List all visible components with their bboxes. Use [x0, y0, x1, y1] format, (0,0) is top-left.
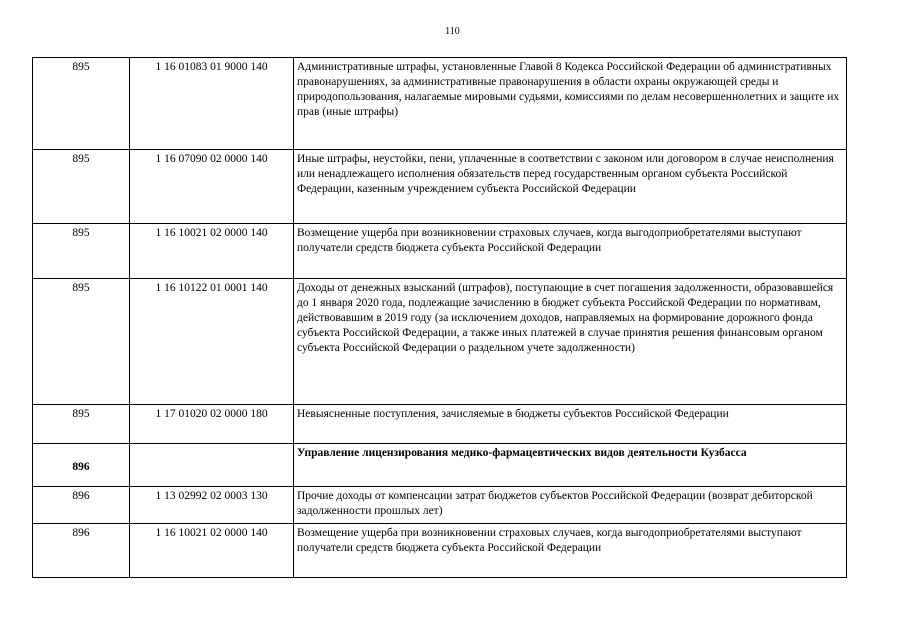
administrator-code-cell: 895 — [33, 150, 130, 224]
revenue-description-cell: Прочие доходы от компенсации затрат бюджетов субъектов Российской Федерации (возврат дебиторской задолженности прошлых лет) — [294, 487, 847, 524]
administrator-code-cell: 896 — [33, 487, 130, 524]
budget-classification-code-cell: 1 16 10021 02 0000 140 — [130, 224, 294, 279]
budget-classification-code-cell: 1 16 10021 02 0000 140 — [130, 524, 294, 578]
table-row — [33, 279, 847, 405]
administrator-code-cell: 895 — [33, 58, 130, 150]
budget-classification-code-cell: 1 16 10122 01 0001 140 — [130, 279, 294, 405]
table-row — [33, 524, 847, 578]
revenue-classification-table — [32, 57, 847, 578]
section-header-row — [33, 444, 847, 487]
table-row — [33, 150, 847, 224]
budget-classification-code-cell — [130, 444, 294, 487]
budget-classification-code-cell: 1 16 07090 02 0000 140 — [130, 150, 294, 224]
revenue-description-cell: Доходы от денежных взысканий (штрафов), поступающие в счет погашения задолженности, образовавшейся до 1 января 2020 года, подлежащие зачислению в бюджет субъекта Российской Федерации по нормативам, действовавшим в 2019 году (за исключением доходов, направляемых на формирование дорожного фонда субъекта Российской Федерации, а также иных платежей в случае принятия решения финансовым органом субъекта Российской Федерации о раздельном учете задолженности) — [294, 279, 847, 405]
table-row — [33, 224, 847, 279]
administrator-code-cell: 896 — [33, 524, 130, 578]
administrator-code-cell: 895 — [33, 279, 130, 405]
revenue-description-cell: Невыясненные поступления, зачисляемые в бюджеты субъектов Российской Федерации — [294, 405, 847, 444]
revenue-description-cell: Возмещение ущерба при возникновении страховых случаев, когда выгодоприобретателями выступают получатели средств бюджета субъекта Российской Федерации — [294, 224, 847, 279]
budget-classification-code-cell: 1 17 01020 02 0000 180 — [130, 405, 294, 444]
budget-classification-code-cell: 1 16 01083 01 9000 140 — [130, 58, 294, 150]
administrator-name-cell: Управление лицензирования медико-фармацевтических видов деятельности Кузбасса — [294, 444, 847, 487]
table-row — [33, 487, 847, 524]
page-number: 110 — [445, 26, 460, 37]
administrator-code-cell: 895 — [33, 405, 130, 444]
administrator-code-cell: 896 — [33, 444, 130, 487]
table-row — [33, 405, 847, 444]
revenue-description-cell: Административные штрафы, установленные Главой 8 Кодекса Российской Федерации об административных правонарушениях, за административные правонарушения в области охраны окружающей среды и природопользования, налагаемые мировыми судьями, комиссиями по делам несовершеннолетних и защите их прав (иные штрафы) — [294, 58, 847, 150]
administrator-code-cell: 895 — [33, 224, 130, 279]
table-row — [33, 58, 847, 150]
revenue-description-cell: Возмещение ущерба при возникновении страховых случаев, когда выгодоприобретателями выступают получатели средств бюджета субъекта Российской Федерации — [294, 524, 847, 578]
budget-classification-code-cell: 1 13 02992 02 0003 130 — [130, 487, 294, 524]
revenue-description-cell: Иные штрафы, неустойки, пени, уплаченные в соответствии с законом или договором в случае неисполнения или ненадлежащего исполнения обязательств перед государственным органом субъекта Российской Федерации, казенным учреждением субъекта Российской Федерации — [294, 150, 847, 224]
